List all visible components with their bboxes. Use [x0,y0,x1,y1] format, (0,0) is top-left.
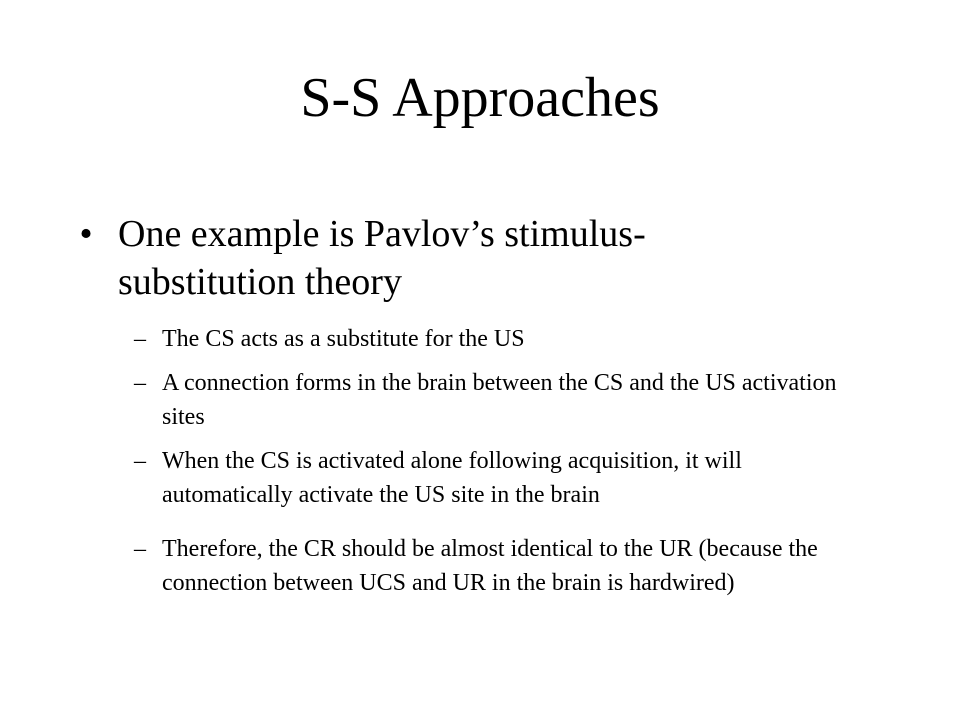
sub-bullet [134,444,862,512]
dash-marker: – [134,370,146,396]
dash-marker: – [134,448,146,474]
bullet-marker: • [79,213,93,255]
sub-bullet [134,532,862,600]
main-bullet [79,210,738,306]
sub-bullet-text: Therefore, the CR should be almost identical to the UR (because the connection between UCS and UR in the brain is hardwired) [162,536,818,596]
dash-marker: – [134,326,146,352]
sub-bullet-text: When the CS is activated alone following acquisition, it will automatically activate the US site in the brain [162,448,742,508]
slide-title: S-S Approaches [300,67,660,129]
sub-bullet-text: A connection forms in the brain between the CS and the US activation sites [162,370,837,430]
sub-bullet [134,366,862,434]
sub-bullet-text: The CS acts as a substitute for the US [162,326,525,352]
main-bullet-text: One example is Pavlov’s stimulus-substitution theory [118,213,646,303]
dash-marker: – [134,536,146,562]
sub-bullet [134,322,862,356]
